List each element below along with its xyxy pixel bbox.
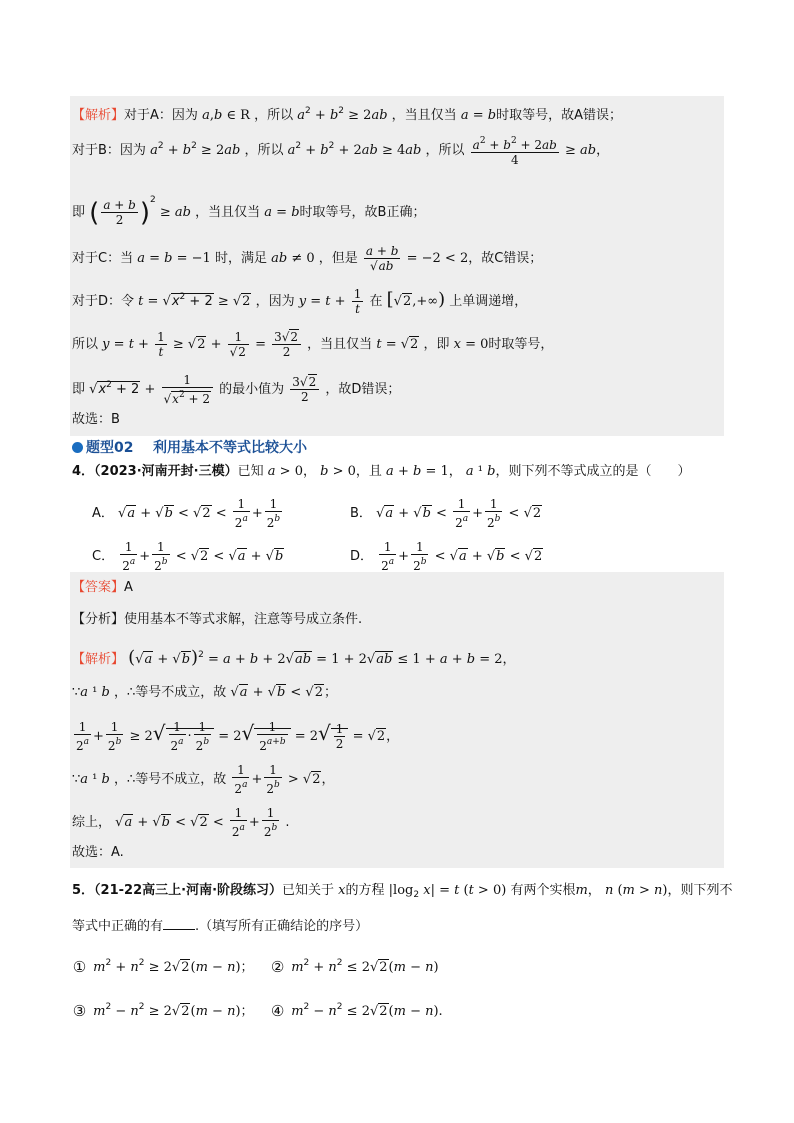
q4-answer: 【答案】A [72, 580, 133, 595]
q4-solution-4: ∵a ¹ b ，∴等号不成立，故 $\frac{1}{2^a}$ + $\frac{1}{2^b}$ > √2， [72, 763, 335, 796]
solution-line-ji: 即 ( $\frac{a + b}{2}$ )$^2$ ≥ ab ，当且仅当 a = b时取等号，故B正确； [72, 195, 426, 228]
answer-blank[interactable] [163, 917, 195, 930]
q4-stem: 4．（2023·河南开封·三模）已知 a > 0， b > 0，且 a + b = 1， a ¹ b，则下列不等式成立的是（ ） [72, 464, 691, 479]
solution-line-b: 对于B：因为 $a^2 + b^2 \ge 2ab$ ，所以 $a^2 + b^2 + 2ab \ge 4ab$ ，所以 $\frac{a^2 + b^2 + 2ab}{4}$ ≥ ab， [72, 136, 610, 167]
q4-option-b[interactable]: B． √a + √b < $\frac{1}{2^a}$ + $\frac{1}{2^b}$ < √2 [350, 497, 542, 530]
q5-item-3-marker: ③ [72, 1002, 87, 1020]
q5-items-1: ① $m^2 + n^2 \ge 2√2(m - n)$； ② $m^2 + n^2 \le 2√2(m - n)$ [72, 958, 439, 976]
q4-solution-2: ∵a ¹ b ，∴等号不成立，故 √a + √b < √2； [72, 685, 338, 700]
q4-solution-3: $\frac{1}{2^a}$ + $\frac{1}{2^b}$ ≥ 2√ $\frac{1}{2^a}$ · $\frac{1}{2^b}$ = 2√ $\frac{1}{2^{a+b}}$ = 2√ $\frac{1}{2}$ = √2， [76, 720, 400, 753]
q5-stem-line2: 等式中正确的有 .（填写所有正确结论的序号） [72, 919, 369, 934]
solution-line-a: 【解析】对于A：因为 a,b ∈ R ，所以 $a^2 + b^2 \ge 2ab$ ，当且仅当 a = b时取等号，故A错误； [72, 106, 622, 123]
solution-choice-prev: 故选：B [72, 412, 120, 427]
q5-item-1-marker: ① [72, 958, 87, 976]
q5-item-4-marker: ④ [270, 1002, 285, 1020]
q4-option-c[interactable]: C． $\frac{1}{2^a}$ + $\frac{1}{2^b}$ < √2 < √a + √b [92, 540, 284, 573]
q5-stem: 5．（21-22高三上·河南·阶段练习）已知关于 x的方程 $|\log_2$ x| = t (t > 0) 有两个实根m， n (m > n)，则下列不 [72, 883, 733, 900]
bullet-icon [72, 442, 83, 453]
solution-line-d: 对于D：令 $t = √x^2 + 2 \ge √2$ ，因为 y = t + $\frac{1}{t}$ 在 [√2,+∞) 上单调递增， [72, 287, 528, 316]
q4-choice: 故选：A. [72, 845, 124, 860]
q4-option-d[interactable]: D． $\frac{1}{2^a}$ + $\frac{1}{2^b}$ < √a + √b < √2 [350, 540, 543, 573]
q4-summary: 综上， √a + √b < √2 < $\frac{1}{2^a}$ + $\frac{1}{2^b}$ . [72, 806, 290, 839]
q4-solution-1: 【解析】 $(√a + √b)^2 = a + b + 2√ab = 1 + 2√ab \le 1 + a + b = 2$， [72, 647, 516, 668]
q4-analysis: 【分析】使用基本不等式求解，注意等号成立条件. [72, 612, 363, 627]
solution-line-c: 对于C：当 a = b = −1 时，满足 ab ≠ 0 ，但是 $\frac{a + b}{√ab}$ = −2 < 2，故C错误； [72, 244, 543, 273]
type-header: 题型02 利用基本不等式比较大小 [72, 437, 307, 457]
q4-option-a[interactable]: A． √a + √b < √2 < $\frac{1}{2^a}$ + $\frac{1}{2^b}$ [92, 497, 281, 530]
q5-items-2: ③ $m^2 - n^2 \ge 2√2(m - n)$； ④ $m^2 - n^2 \le 2√2(m - n)$. [72, 1002, 443, 1020]
q5-item-2-marker: ② [270, 958, 285, 976]
solution-line-suoyi: 所以 y = t + $\frac{1}{t}$ ≥ √2 + $\frac{1}{√2}$ = $\frac{3√2}{2}$ ，当且仅当 t = √2 ，即 x = 0时取等号， [72, 330, 554, 359]
solution-line-ji2: 即 $√x^2 + 2$ + $\frac{1}{√x^2 + 2}$ 的最小值为 $\frac{3√2}{2}$ ，故D错误； [72, 373, 401, 406]
